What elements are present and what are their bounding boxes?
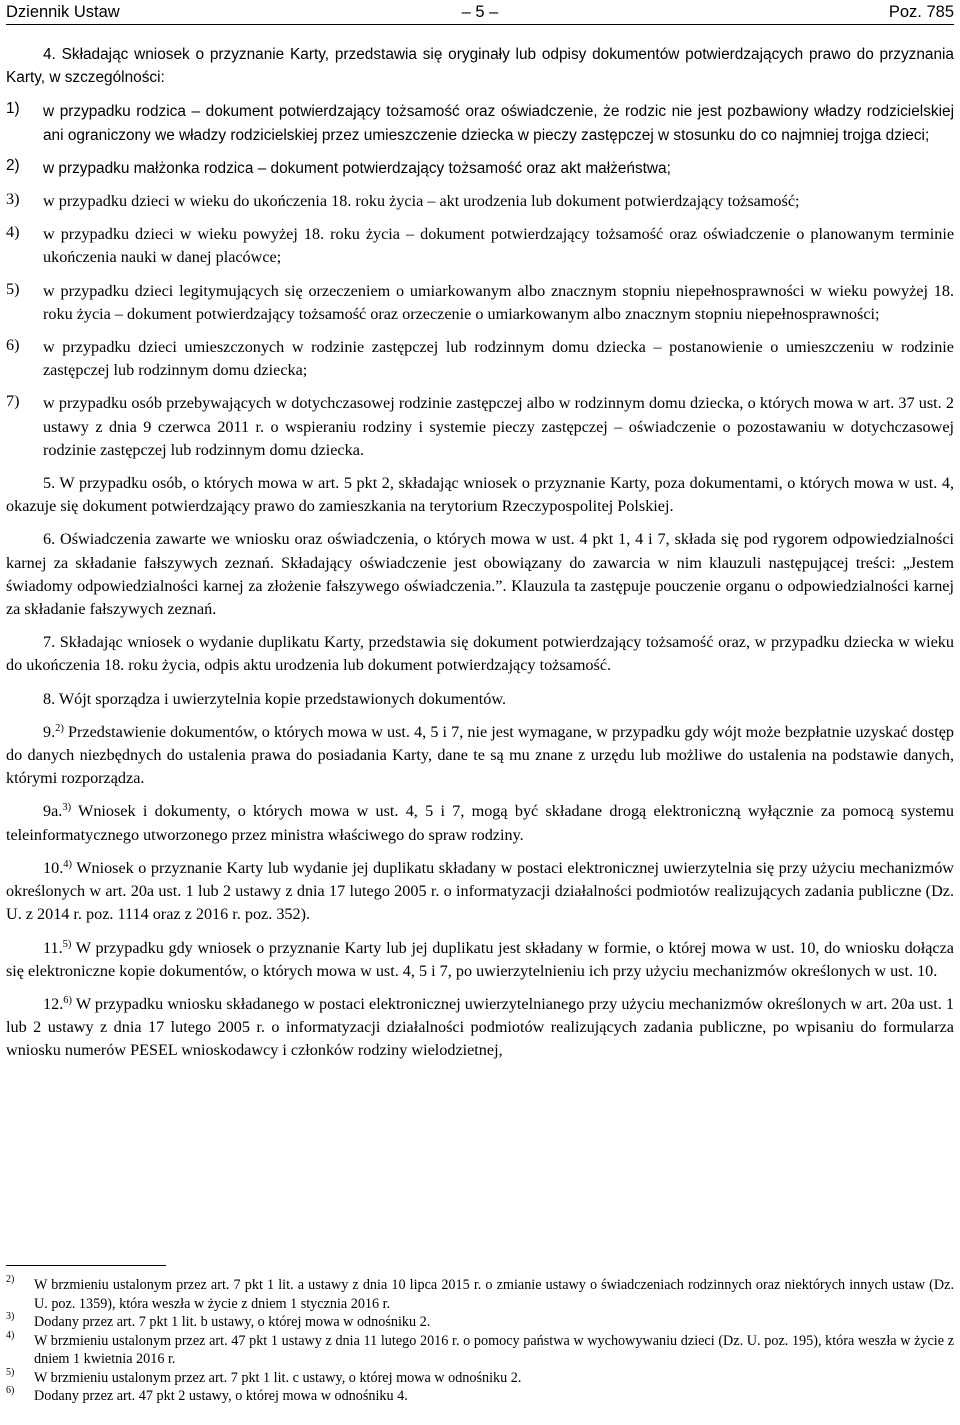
list-item-text: w przypadku małżonka rodzica – dokument potwierdzający tożsamość oraz akt małżeństwa; bbox=[43, 159, 671, 177]
paragraph-text: Wniosek o przyznanie Karty lub wydanie jej duplikatu składany w postaci elektronicznej uwierzytelnia się przy użyciu mechanizmów określonych w art. 20a ust. 1 lub 2 ustawy z dnia 17 lutego 2005 r. o informatyzacji działalności podmiotów realizujących zadania publiczne (Dz. U. z 2014 r. poz. 1114 oraz z 2016 r. poz. 352). bbox=[6, 858, 954, 924]
footnote-mark: 6) bbox=[6, 1385, 15, 1396]
list-item-number: 5) bbox=[6, 279, 20, 298]
footnote bbox=[6, 1387, 954, 1406]
list-item-number: 4) bbox=[6, 223, 20, 242]
list-item-number: 2) bbox=[6, 156, 20, 174]
footnote-reference: 5) bbox=[62, 938, 72, 950]
journal-title: Dziennik Ustaw bbox=[6, 2, 120, 21]
list-item bbox=[6, 100, 954, 146]
paragraph-text: W przypadku gdy wniosek o przyznanie Karty lub jej duplikatu jest składany w formie, o której mowa w ust. 10, do wniosku dołącza się elektroniczne kopie dokumentów, o których mowa w ust. 4, 5 i 7, po uwierzytelnieniu ich przy użyciu mechanizmów określonych w ust. 10. bbox=[6, 938, 954, 980]
paragraph-text: W przypadku wniosku składanego w postaci elektronicznej uwierzytelnianego przy użyciu mechanizmów określonych w art. 20a ust. 1 lub 2 ustawy z dnia 17 lutego 2005 r. o informatyzacji działalności podmiotów realizujących zadania publiczne, po wpisaniu do formularza wniosku numerów PESEL wnioskodawcy i członków rodziny wielodzietnej, bbox=[6, 994, 954, 1060]
footnote bbox=[6, 1329, 954, 1369]
footnote-text: W brzmieniu ustalonym przez art. 47 pkt 1 ustawy z dnia 11 lutego 2016 r. o pomocy państwa w wychowywaniu dzieci (Dz. U. poz. 195), która weszła w życie z dniem 1 kwietnia 2016 r. bbox=[34, 1332, 954, 1367]
paragraph-11 bbox=[6, 937, 954, 983]
footnote-reference: 4) bbox=[63, 858, 72, 870]
paragraph-number: 9. bbox=[43, 722, 56, 741]
list-item-number: 6) bbox=[6, 336, 20, 355]
list-item-number: 7) bbox=[6, 392, 20, 411]
paragraph-8: 8. Wójt sporządza i uwierzytelnia kopie przedstawionych dokumentów. bbox=[43, 689, 507, 708]
footnote-text: Dodany przez art. 47 pkt 2 ustawy, o której mowa w odnośniku 4. bbox=[34, 1388, 408, 1404]
footnote-mark: 4) bbox=[6, 1329, 15, 1341]
list-item bbox=[6, 392, 954, 462]
page-number: – 5 – bbox=[461, 2, 499, 21]
footnote-divider bbox=[6, 1265, 166, 1266]
document-body bbox=[6, 25, 954, 1063]
section-4-intro: 4. Składając wniosek o przyznanie Karty, przedstawia się oryginały lub odpisy dokumentów potwierdzających prawo do przyznania Karty, w szczególności: bbox=[6, 46, 954, 87]
list-item bbox=[6, 223, 954, 269]
paragraph-12 bbox=[6, 993, 954, 1063]
footnote-text: W brzmieniu ustalonym przez art. 7 pkt 1 lit. c ustawy, o której mowa w odnośniku 2. bbox=[34, 1369, 522, 1386]
footnote-mark: 2) bbox=[6, 1274, 15, 1285]
list-item-number: 3) bbox=[6, 190, 20, 209]
footnote-mark: 3) bbox=[6, 1311, 15, 1322]
section-4-continued bbox=[6, 190, 954, 1063]
paragraph-text: Wniosek i dokumenty, o których mowa w ust. 4, 5 i 7, mogą być składane drogą elektroniczną wyłącznie za pomocą systemu teleinformatycznego utworzonego przez ministra właściwego do spraw rodziny. bbox=[6, 802, 954, 844]
footnote-mark: 5) bbox=[6, 1366, 15, 1378]
list-item-text: w przypadku dzieci legitymujących się orzeczeniem o umiarkowanym albo znacznym stopniu niepełnosprawności w wieku powyżej 18. roku życia – dokument potwierdzający tożsamość oraz orzeczenie o umiarkowanym albo znacznym stopniu niepełnosprawności; bbox=[43, 281, 954, 323]
list-item bbox=[6, 336, 954, 382]
paragraph-9a bbox=[6, 800, 954, 846]
footnote bbox=[6, 1366, 954, 1388]
list-item-number: 1) bbox=[6, 100, 20, 118]
footnotes bbox=[6, 1265, 954, 1406]
list-item-text: w przypadku rodzica – dokument potwierdzający tożsamość oraz oświadczenie, że rodzic nie jest pozbawiony władzy rodzicielskiej ani ograniczony we władzy rodzicielskiej przez umieszczenie dziecka w pieczy zastępczej w stosunku do co najmniej trojga dzieci; bbox=[43, 103, 954, 144]
footnote-text: Dodany przez art. 7 pkt 1 lit. b ustawy, o której mowa w odnośniku 2. bbox=[34, 1314, 431, 1330]
list-item bbox=[6, 157, 954, 180]
list-item-text: w przypadku osób przebywających w dotychczasowej rodzinie zastępczej albo w rodzinnym domu dziecka, o których mowa w art. 37 ust. 2 ustawy z dnia 9 czerwca 2011 r. o wspieraniu rodziny i systemie pieczy zastępczej – oświadczenie o pozostawaniu w dotychczasowej rodzinie zastępczej lub rodzinnym domu dziecka. bbox=[43, 394, 954, 459]
footnote-reference: 3) bbox=[62, 802, 72, 814]
paragraph-7: 7. Składając wniosek o wydanie duplikatu Karty, przedstawia się dokument potwierdzający tożsamość oraz, w przypadku dziecka w wieku do ukończenia 18. roku życia, odpis aktu urodzenia lub dokument potwierdzający tożsamość. bbox=[6, 633, 954, 675]
list-item-text: w przypadku dzieci w wieku powyżej 18. roku życia – dokument potwierdzający tożsamość oraz oświadczenie o planowanym terminie ukończenia nauki w danej placówce; bbox=[43, 225, 954, 267]
page-header bbox=[6, 0, 954, 25]
footnote bbox=[6, 1313, 954, 1332]
footnote-text: W brzmieniu ustalonym przez art. 7 pkt 1 lit. a ustawy z dnia 10 lipca 2015 r. o zmianie ustawy o świadczeniach rodzinnych oraz niektórych innych ustaw (Dz. U. poz. 1359), która weszła w życie z dniem 1 stycznia 2016 r. bbox=[34, 1277, 954, 1312]
paragraph-number: 11. bbox=[43, 938, 63, 957]
list-item bbox=[6, 190, 954, 213]
section-4 bbox=[6, 43, 954, 180]
paragraph-text: Przedstawienie dokumentów, o których mowa w ust. 4, 5 i 7, nie jest wymagane, w przypadku gdy wójt może bezpłatnie uzyskać dostęp do danych niezbędnych do ustalenia prawa do posiadania Karty, dane te są mu znane z urzędu lub możliwe do ustalenia na podstawie danych, którymi rozporządza. bbox=[6, 722, 954, 788]
paragraph-9 bbox=[6, 721, 954, 791]
footnote-reference: 6) bbox=[63, 994, 72, 1006]
footnote bbox=[6, 1276, 954, 1313]
list-item-text: w przypadku dzieci umieszczonych w rodzinie zastępczej lub rodzinnym domu dziecka – postanowienie o umieszczeniu w rodzinie zastępczej lub rodzinnym domu dziecka; bbox=[43, 338, 954, 380]
position-number: Poz. 785 bbox=[888, 2, 954, 21]
paragraph-number: 9a. bbox=[43, 802, 63, 821]
document-page bbox=[6, 0, 954, 1063]
list-item-text: w przypadku dzieci w wieku do ukończenia 18. roku życia – akt urodzenia lub dokument potwierdzający tożsamość; bbox=[43, 192, 800, 211]
paragraph-number: 10. bbox=[43, 858, 64, 877]
paragraph-10 bbox=[6, 857, 954, 927]
list-item bbox=[6, 280, 954, 326]
paragraph-6: 6. Oświadczenia zawarte we wniosku oraz oświadczenia, o których mowa w ust. 4 pkt 1, 4 i 7, składa się pod rygorem odpowiedzialności karnej za składanie fałszywych zeznań. Składający oświadczenie jest obowiązany do zawarcia w nim klauzuli następującej treści: „Jestem świadomy odpowiedzialności karnej za złożenie fałszywego oświadczenia.”. Klauzula ta zastępuje pouczenie organu o odpowiedzialności karnej za składanie fałszywych zeznań. bbox=[6, 530, 954, 619]
paragraph-5: 5. W przypadku osób, o których mowa w art. 5 pkt 2, składając wniosek o przyznanie Karty, poza dokumentami, o których mowa w ust. 4, okazuje się dokument potwierdzający prawo do zamieszkania na terytorium Rzeczypospolitej Polskiej. bbox=[6, 474, 954, 516]
footnote-reference: 2) bbox=[55, 722, 64, 734]
paragraph-number: 12. bbox=[43, 994, 64, 1013]
